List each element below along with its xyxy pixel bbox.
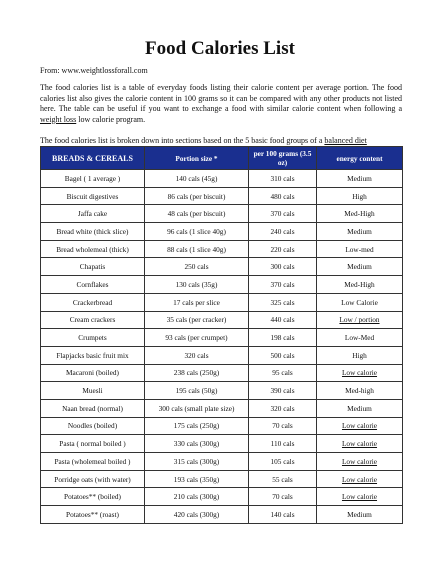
cell-portion: 420 cals (300g) (145, 506, 249, 524)
cell-energy: Low calorie (317, 453, 403, 471)
cell-per-100g: 70 cals (249, 417, 317, 435)
cell-per-100g: 370 cals (249, 205, 317, 223)
page-title: Food Calories List (145, 38, 295, 59)
cell-portion: 175 cals (250g) (145, 417, 249, 435)
cell-food: Cornflakes (41, 276, 145, 294)
cell-food: Noodles (boiled) (41, 417, 145, 435)
cell-portion: 210 cals (300g) (145, 488, 249, 506)
cell-portion: 88 cals (1 slice 40g) (145, 240, 249, 258)
cell-energy: Medium (317, 258, 403, 276)
cell-energy: Medium (317, 223, 403, 241)
cell-per-100g: 70 cals (249, 488, 317, 506)
cell-per-100g: 500 cals (249, 346, 317, 364)
table-row (41, 170, 403, 188)
cell-food: Crumpets (41, 329, 145, 347)
header-energy: energy content (317, 147, 403, 170)
cell-food: Porridge oats (with water) (41, 470, 145, 488)
cell-food: Potatoes** (boiled) (41, 488, 145, 506)
cell-food: Bagel ( 1 average ) (41, 170, 145, 188)
cell-portion: 48 cals (per biscuit) (145, 205, 249, 223)
cell-portion: 93 cals (per crumpet) (145, 329, 249, 347)
weight-loss-link[interactable]: weight loss (40, 114, 77, 124)
cell-food: Potatoes** (roast) (41, 506, 145, 524)
cell-portion: 140 cals (45g) (145, 170, 249, 188)
cell-food: Chapatis (41, 258, 145, 276)
cell-energy: Low-med (317, 240, 403, 258)
cell-portion: 35 cals (per cracker) (145, 311, 249, 329)
cell-energy: Low-Med (317, 329, 403, 347)
table-row (41, 399, 403, 417)
cell-portion: 300 cals (small plate size) (145, 399, 249, 417)
cell-food: Jaffa cake (41, 205, 145, 223)
cell-portion: 193 cals (350g) (145, 470, 249, 488)
cell-per-100g: 198 cals (249, 329, 317, 347)
cell-energy: Low calorie (317, 364, 403, 382)
table-row (41, 223, 403, 241)
cell-food: Biscuit digestives (41, 187, 145, 205)
cell-portion: 96 cals (1 slice 40g) (145, 223, 249, 241)
cell-energy: High (317, 346, 403, 364)
cell-per-100g: 480 cals (249, 187, 317, 205)
cell-energy: Low Calorie (317, 293, 403, 311)
cell-energy: High (317, 187, 403, 205)
header-food: BREADS & CEREALS (41, 147, 145, 170)
table-row (41, 293, 403, 311)
cell-food: Bread white (thick slice) (41, 223, 145, 241)
cell-energy: Med-high (317, 382, 403, 400)
cell-per-100g: 105 cals (249, 453, 317, 471)
cell-per-100g: 390 cals (249, 382, 317, 400)
table-row (41, 488, 403, 506)
cell-portion: 130 cals (35g) (145, 276, 249, 294)
cell-per-100g: 110 cals (249, 435, 317, 453)
intro-text-2: low calorie program. (76, 114, 146, 124)
cell-food: Macaroni (boiled) (41, 364, 145, 382)
breakdown-paragraph (40, 136, 400, 145)
cell-food: Flapjacks basic fruit mix (41, 346, 145, 364)
cell-portion: 320 cals (145, 346, 249, 364)
table-row (41, 187, 403, 205)
table-row (41, 329, 403, 347)
intro-text-1: The food calories list is a table of everyday foods listing their calorie content per average portion. The food calories list also gives the calorie content in 100 grams so it can be compared with any other products not listed here. The table can be useful if you want to exchange a food with similar calorie content when following a (40, 83, 402, 114)
table-row (41, 240, 403, 258)
header-per-100g: per 100 grams (3.5 oz) (249, 147, 317, 170)
table-row (41, 346, 403, 364)
table-row (41, 435, 403, 453)
cell-portion: 238 cals (250g) (145, 364, 249, 382)
cell-energy: Low calorie (317, 435, 403, 453)
cell-per-100g: 325 cals (249, 293, 317, 311)
cell-food: Crackerbread (41, 293, 145, 311)
table-row (41, 382, 403, 400)
cell-portion: 315 cals (300g) (145, 453, 249, 471)
cell-energy: Med-High (317, 276, 403, 294)
table-row (41, 258, 403, 276)
cell-energy: Medium (317, 506, 403, 524)
table-row (41, 311, 403, 329)
cell-energy: Low calorie (317, 417, 403, 435)
cell-per-100g: 300 cals (249, 258, 317, 276)
cell-food: Pasta (wholemeal boiled ) (41, 453, 145, 471)
cell-per-100g: 310 cals (249, 170, 317, 188)
table-row (41, 506, 403, 524)
cell-energy: Medium (317, 399, 403, 417)
cell-energy: Medium (317, 170, 403, 188)
cell-food: Bread wholemeal (thick) (41, 240, 145, 258)
table-row (41, 364, 403, 382)
cell-energy: Med-High (317, 205, 403, 223)
cell-portion: 195 cals (50g) (145, 382, 249, 400)
breakdown-text: The food calories list is broken down into sections based on the 5 basic food groups of a (40, 136, 325, 145)
calories-table (40, 146, 403, 524)
cell-per-100g: 220 cals (249, 240, 317, 258)
header-portion: Portion size * (145, 147, 249, 170)
cell-per-100g: 240 cals (249, 223, 317, 241)
cell-per-100g: 320 cals (249, 399, 317, 417)
table-row (41, 276, 403, 294)
table-row (41, 470, 403, 488)
table-row (41, 453, 403, 471)
cell-per-100g: 95 cals (249, 364, 317, 382)
cell-per-100g: 55 cals (249, 470, 317, 488)
table-body (41, 170, 403, 524)
cell-energy: Low calorie (317, 470, 403, 488)
source-line: From: www.weightlossforall.com (40, 66, 148, 75)
cell-energy: Low calorie (317, 488, 403, 506)
balanced-diet-link[interactable]: balanced diet (324, 136, 367, 145)
cell-per-100g: 370 cals (249, 276, 317, 294)
cell-portion: 250 cals (145, 258, 249, 276)
cell-per-100g: 140 cals (249, 506, 317, 524)
cell-food: Cream crackers (41, 311, 145, 329)
cell-per-100g: 440 cals (249, 311, 317, 329)
cell-food: Muesli (41, 382, 145, 400)
cell-food: Naan bread (normal) (41, 399, 145, 417)
intro-paragraph (40, 83, 402, 125)
table-row (41, 417, 403, 435)
cell-energy: Low / portion (317, 311, 403, 329)
table-row (41, 205, 403, 223)
cell-food: Pasta ( normal boiled ) (41, 435, 145, 453)
table-header-row (41, 147, 403, 170)
cell-portion: 86 cals (per biscuit) (145, 187, 249, 205)
cell-portion: 330 cals (300g) (145, 435, 249, 453)
cell-portion: 17 cals per slice (145, 293, 249, 311)
